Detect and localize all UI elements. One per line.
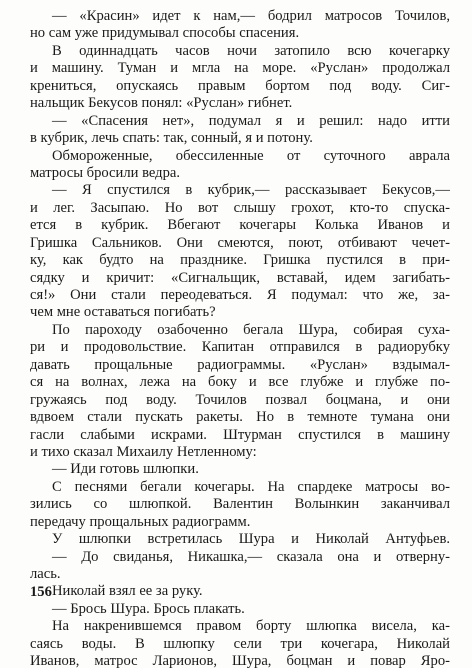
text-line: Гришка Сальников. Они смеются, поют, отбивают чечет-	[30, 234, 450, 251]
text-line: — До свиданья, Никашка,— сказала она и отверну-	[52, 548, 450, 565]
text-line: нальщик Бекусов понял: «Руслан» гибнет.	[30, 95, 293, 112]
body-text	[30, 8, 450, 671]
text-line: С песнями бегали кочегары. На спардеке матросы во-	[52, 478, 450, 495]
text-line: но сам уже придумывал способы спасения.	[30, 25, 300, 42]
text-line: По пароходу озабоченно бегала Шура, собирая суха-	[52, 321, 450, 338]
text-line: вдвоем стали пускать ракеты. Но в темноте тумана они	[30, 409, 450, 426]
text-line: давать прощальные радиограммы. «Руслан» вздымал-	[30, 356, 450, 373]
text-line: — «Спасения нет», подумал я и решил: надо итти	[52, 112, 450, 129]
page-number: 156	[30, 584, 52, 600]
text-line: чем мне оставаться погибать?	[30, 304, 216, 321]
text-line: ся!» Они стали переодеваться. Я подумал: что же, за-	[30, 287, 450, 303]
text-line: гасли слабыми искрами. Штурман спустился в машину	[30, 426, 450, 443]
text-line: — Я спустился в кубрик,— рассказывает Бекусов,—	[52, 182, 450, 199]
text-line: и тихо сказал Михаилу Нетленному:	[30, 443, 257, 460]
text-line: и машину. Туман и мгла на море. «Руслан» продолжал	[30, 60, 450, 77]
text-line: саясь воды. В шлюпку сели три кочегара, Николай	[30, 635, 450, 652]
text-line: ется в кубрик. Вбегают кочегары Колька Иванов и	[30, 217, 450, 234]
text-line: — Иди готовь шлюпки.	[52, 461, 199, 478]
text-line: Иванов, матрос Ларионов, Шура, боцман и повар Яро-	[30, 653, 450, 670]
text-line: ся на волнах, лежа на боку и все глубже и глубже по-	[30, 374, 450, 391]
text-line: зились со шлюпкой. Валентин Волынкин заканчивал	[30, 496, 450, 513]
text-line: и лег. Засыпаю. Но вот слышу грохот, кто-то спуска-	[30, 199, 450, 216]
text-line: крениться, опускаясь правым бортом под воду. Сиг-	[30, 77, 450, 94]
text-line: передачу прощальных радиограмм.	[30, 513, 251, 530]
text-line: ку, как будто на празднике. Гришка пустился в при-	[30, 252, 450, 269]
text-line: — «Красин» идет к нам,— бодрил матросов Точилов,	[52, 8, 450, 24]
text-line: В одиннадцать часов ночи затопило всю кочегарку	[52, 42, 450, 59]
text-line: гружаясь под воду. Точилов позвал боцмана, и они	[30, 391, 450, 408]
text-line: У шлюпки встретилась Шура и Николай Антуфьев.	[52, 531, 450, 548]
text-line: матросы бросили ведра.	[30, 164, 181, 181]
text-line: лась.	[30, 566, 61, 582]
text-line: Николай взял ее за руку.	[52, 583, 203, 600]
text-line: На накренившемся правом борту шлюпка висела, ка-	[52, 618, 450, 635]
text-line: в кубрик, лечь спать: так, сонный, я и потону.	[30, 130, 313, 147]
text-line: ри и продовольствие. Капитан отправился в радиорубку	[30, 339, 450, 356]
text-line: Обмороженные, обессиленные от суточного аврала	[52, 147, 450, 164]
text-line: — Брось Шура. Брось плакать.	[52, 600, 245, 617]
text-line: сядку и кричит: «Сигнальщик, вставай, идем загибать-	[30, 269, 450, 286]
